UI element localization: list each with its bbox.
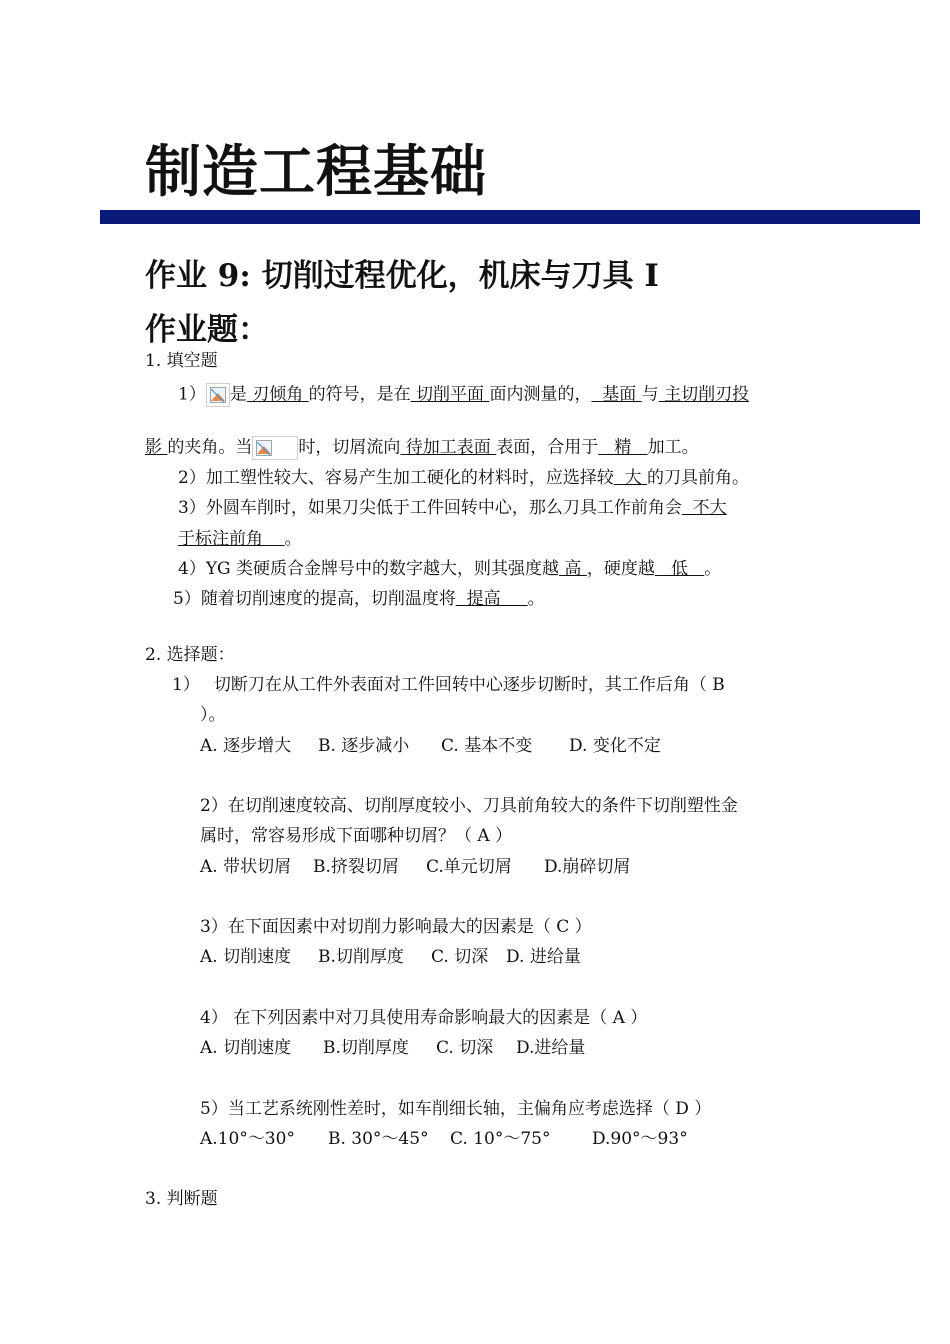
choice-item-2: 2）在切削速度较高、切削厚度较小、刀具前角较大的条件下切削塑性金 — [200, 796, 738, 816]
answer-blank: 低 — [654, 559, 705, 579]
choice-options-5 — [200, 1128, 688, 1150]
fill-item-1: 1） 是 刃倾角 的符号，是在 切削平面 面内测量的， 基面 与 主切削刃投 — [178, 383, 749, 407]
answer-blank: 高 — [559, 559, 587, 579]
choice-options-3 — [200, 946, 581, 968]
answer-blank: 主切削刃投 — [658, 384, 750, 405]
answer-blank: 于标注前角 — [178, 529, 285, 549]
fill-item-2: 2）加工塑性较大、容易产生加工硬化的材料时，应选择较 大 的刀具前角。 — [178, 468, 750, 488]
option: D.进给量 — [516, 1038, 586, 1058]
fill-blank-heading: 1. 填空题 — [145, 351, 218, 371]
option: A. 逐步增大 — [200, 736, 292, 756]
choice-item-1: 1） 切断刀在从工件外表面对工件回转中心逐步切断时，其工作后角（ B — [172, 675, 725, 695]
answer-blank: 大 — [613, 468, 648, 488]
option: D.90°～93° — [592, 1129, 688, 1149]
fill-item-5: 5）随着切削速度的提高，切削温度将 提高 。 — [173, 589, 545, 609]
option: B.切削厚度 — [318, 947, 404, 967]
option: C. 切深 — [436, 1038, 494, 1058]
choice-item-3: 3）在下面因素中对切削力影响最大的因素是（ C ） — [200, 917, 592, 937]
broken-image-icon — [252, 436, 298, 460]
option: A. 切削速度 — [200, 947, 292, 967]
choice-options-1 — [200, 735, 661, 757]
choice-options-2 — [200, 856, 630, 878]
option: D. 进给量 — [506, 947, 581, 967]
option: C. 10°～75° — [450, 1129, 551, 1149]
option: D. 变化不定 — [569, 736, 661, 756]
option: C. 基本不变 — [441, 736, 533, 756]
title-divider — [100, 210, 920, 224]
option: B. 30°～45° — [328, 1129, 429, 1149]
answer-blank: 不大 — [681, 498, 727, 518]
answer-blank: 提高 — [455, 589, 528, 609]
assignment-title: 作业 9: 切削过程优化，机床与刀具 I — [145, 258, 659, 294]
fill-item-1-cont: 影 的夹角。当 时，切屑流向 待加工表面 表面，合用于 精 加工。 — [145, 436, 699, 460]
choice-heading: 2. 选择题： — [145, 645, 235, 665]
question-text: 切断刀在从工件外表面对工件回转中心逐步切断时，其工作后角（ B — [213, 675, 725, 695]
option: D.崩碎切屑 — [544, 857, 631, 877]
option: B. 逐步减小 — [318, 736, 410, 756]
option: C.单元切屑 — [426, 857, 512, 877]
choice-options-4 — [200, 1037, 585, 1059]
option: C. 切深 — [431, 947, 489, 967]
page-title: 制造工程基础 — [145, 140, 487, 205]
true-false-heading: 3. 判断题 — [145, 1189, 218, 1209]
answer-blank: 影 — [145, 437, 168, 458]
fill-item-3: 3）外圆车削时，如果刀尖低于工件回转中心，那么刀具工作前角会 不大 — [178, 498, 727, 518]
answer-blank: 精 — [598, 437, 648, 458]
choice-item-2-cont: 属时，常容易形成下面哪种切屑？（ A ） — [200, 826, 513, 846]
item-number: 1） — [178, 384, 206, 405]
option: B.切削厚度 — [323, 1038, 409, 1058]
answer-blank: 待加工表面 — [400, 437, 497, 458]
option: A.10°～30° — [200, 1129, 295, 1149]
fill-item-3-cont: 于标注前角 。 — [178, 529, 302, 549]
section-title: 作业题： — [145, 312, 269, 348]
answer-blank: 刃倾角 — [246, 384, 309, 405]
option: B.挤裂切屑 — [313, 857, 399, 877]
choice-item-4: 4） 在下列因素中对刀具使用寿命影响最大的因素是（ A ） — [200, 1008, 648, 1028]
fill-item-4: 4）YG 类硬质合金牌号中的数字越大，则其强度越 高 ，硬度越 低 。 — [178, 559, 722, 579]
answer-blank: 基面 — [591, 384, 642, 405]
option: A. 带状切屑 — [200, 857, 292, 877]
option: A. 切削速度 — [200, 1038, 292, 1058]
choice-item-1-cont: ）。 — [200, 705, 226, 725]
choice-item-5: 5）当工艺系统刚性差时，如车削细长轴，主偏角应考虑选择（ D ） — [200, 1099, 712, 1119]
broken-image-icon — [206, 383, 230, 407]
answer-blank: 切削平面 — [410, 384, 490, 405]
